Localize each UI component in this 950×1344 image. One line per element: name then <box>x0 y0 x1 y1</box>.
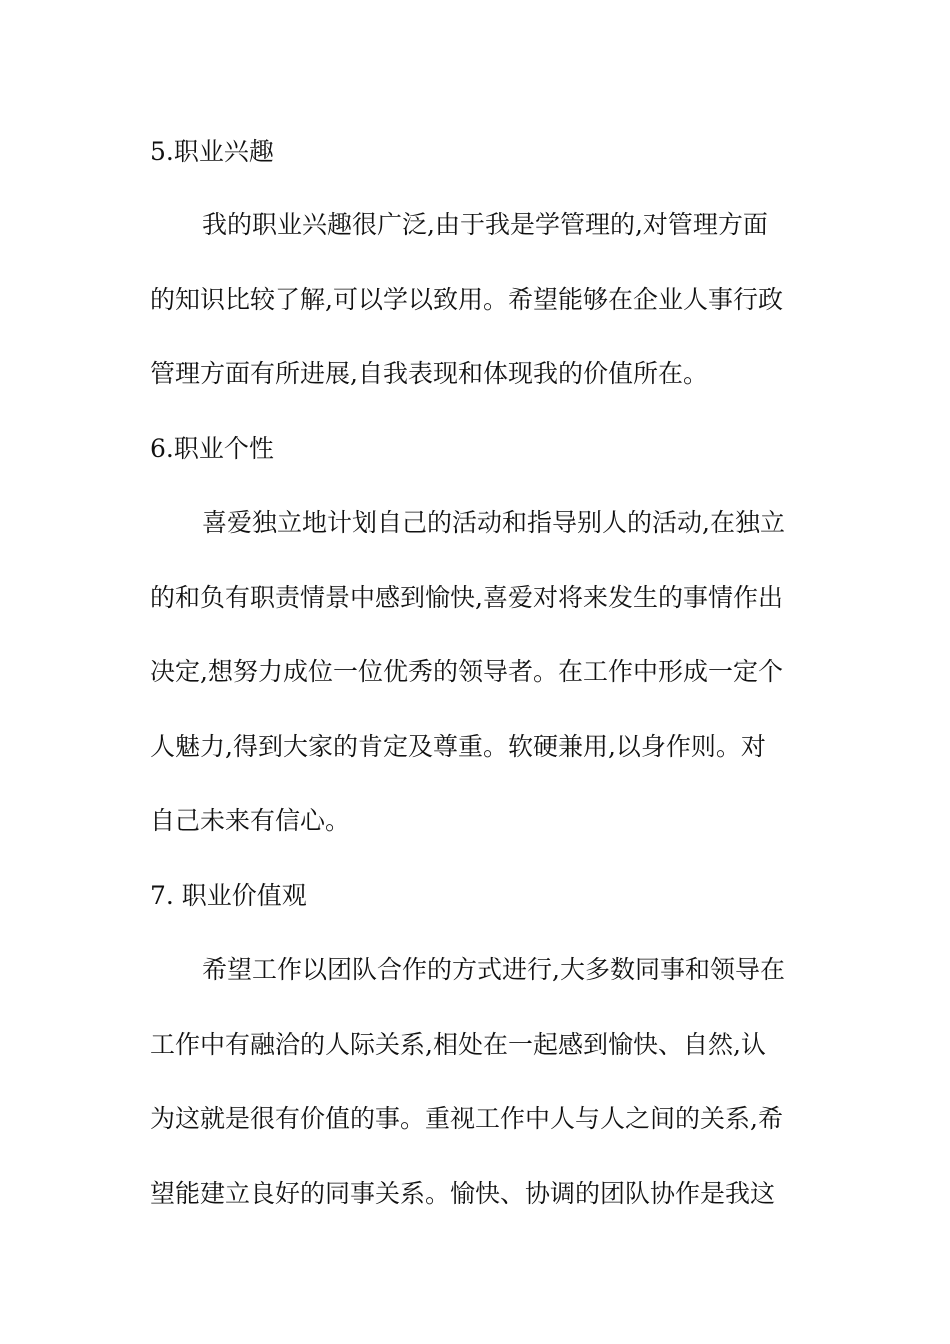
paragraph-line: 自己未来有信心。 <box>150 806 351 835</box>
paragraph-line: 的知识比较了解,可以学以致用。希望能够在企业人事行政 <box>150 285 783 314</box>
paragraph-line: 工作中有融洽的人际关系,相处在一起感到愉快、自然,认 <box>150 1030 766 1059</box>
paragraph-line: 决定,想努力成位一位优秀的领导者。在工作中形成一定个 <box>150 657 783 686</box>
paragraph-line: 望能建立良好的同事关系。愉快、协调的团队协作是我这 <box>150 1179 776 1208</box>
paragraph-line: 喜爱独立地计划自己的活动和指导别人的活动,在独立 <box>202 508 785 537</box>
paragraph-line: 人魅力,得到大家的肯定及尊重。软硬兼用,以身作则。对 <box>150 732 766 761</box>
paragraph-line: 为这就是很有价值的事。重视工作中人与人之间的关系,希 <box>150 1104 783 1133</box>
paragraph-line: 的和负有职责情景中感到愉快,喜爱对将来发生的事情作出 <box>150 583 783 612</box>
section-heading-interest: 5.职业兴趣 <box>150 137 274 166</box>
paragraph-line: 我的职业兴趣很广泛,由于我是学管理的,对管理方面 <box>202 210 768 239</box>
section-heading-personality: 6.职业个性 <box>150 434 274 463</box>
paragraph-line: 管理方面有所进展,自我表现和体现我的价值所在。 <box>150 359 708 388</box>
paragraph-line: 希望工作以团队合作的方式进行,大多数同事和领导在 <box>202 955 785 984</box>
section-heading-values: 7. 职业价值观 <box>150 881 307 910</box>
